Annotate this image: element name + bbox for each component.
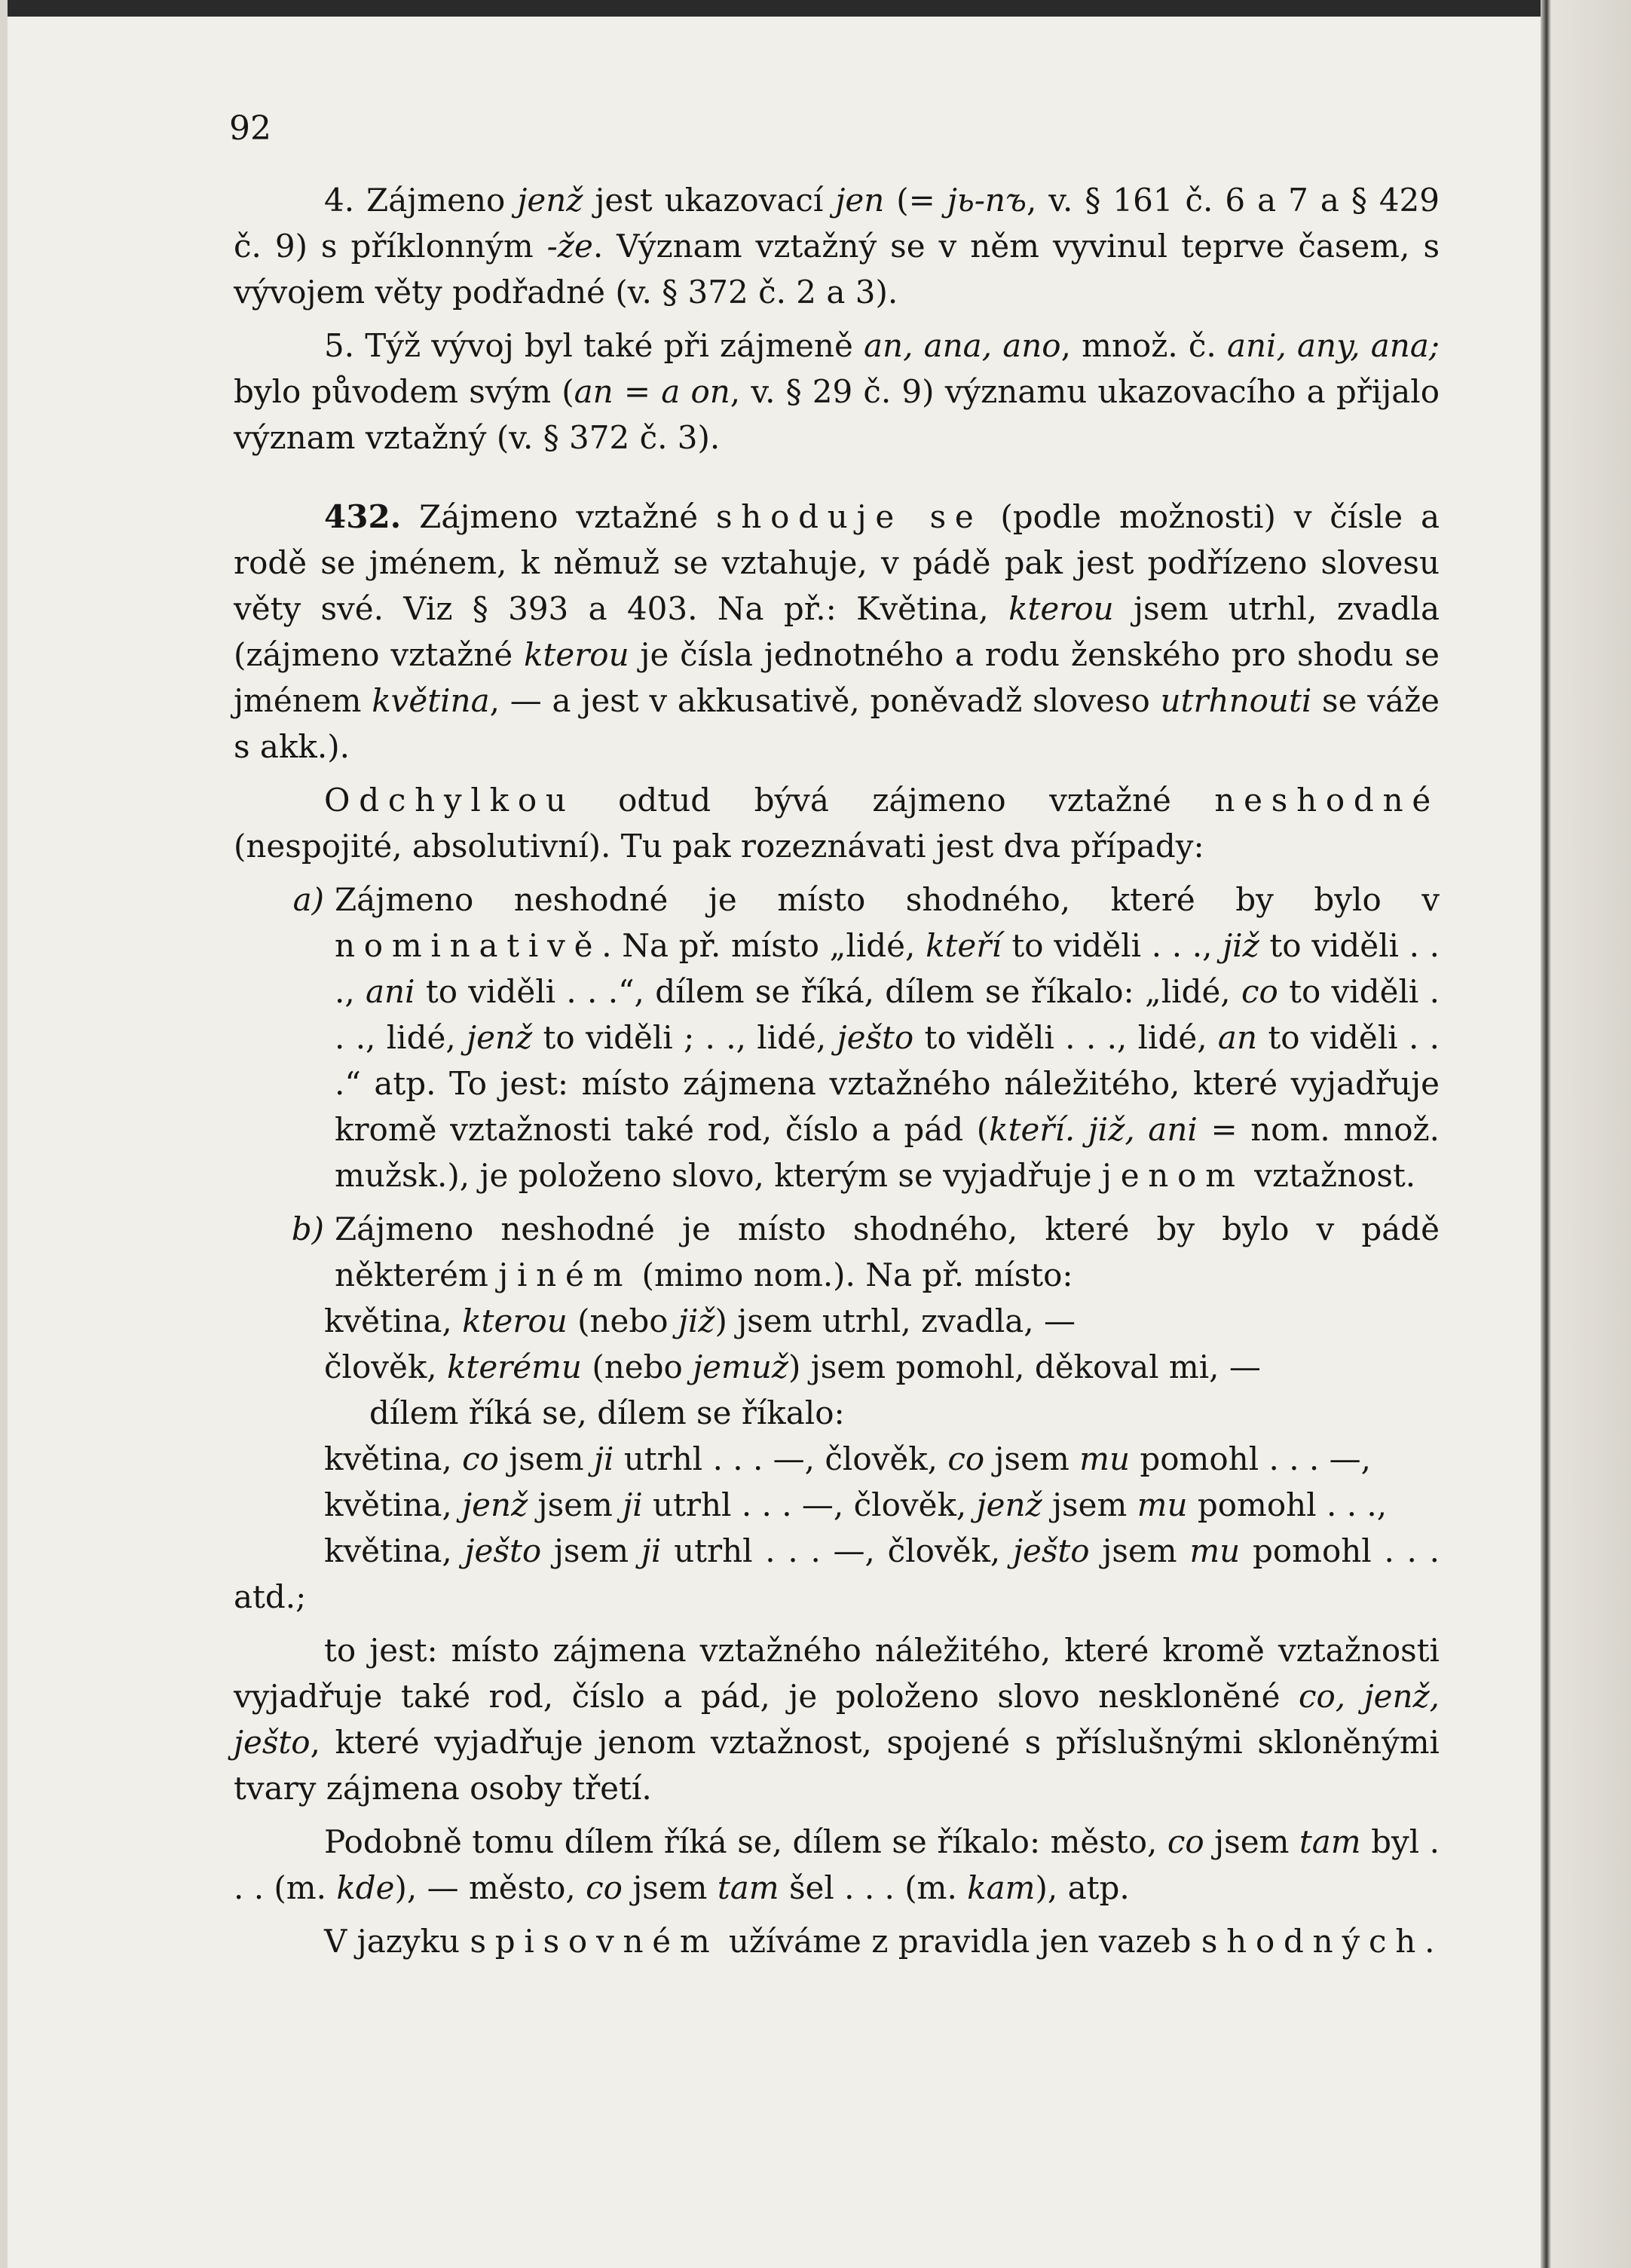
text: utrhl . . . —, člověk,: [661, 1532, 1013, 1569]
text: je čísla jednotného a rodu ženského pro shodu se jménem: [234, 636, 1440, 719]
italic-text: mu: [1137, 1486, 1188, 1523]
italic-text: kteří: [926, 927, 1002, 964]
italic-text: ani, any, ana;: [1226, 327, 1440, 364]
text: Zájmeno neshodné je místo shodného, které by bylo v pádě některém: [335, 1211, 1440, 1293]
example-line: [234, 1344, 1440, 1390]
example-line: [234, 1436, 1440, 1482]
text: jsem: [1089, 1532, 1190, 1569]
paragraph-4: [234, 177, 1440, 315]
section-432: [234, 494, 1440, 770]
italic-text: jenž: [462, 1486, 528, 1523]
text: 4. Zájmeno: [324, 182, 518, 219]
spaced-emphasis: jenom: [1101, 1157, 1244, 1194]
spaced-emphasis: Odchylkou: [324, 782, 575, 819]
text: (podle možnosti) v čísle a rodě se jménem, k němuž se vztahuje, v pádě pak jest podřízeno slovesu věty své. Viz § 393 a 403. Na př.: Květina,: [234, 498, 1440, 627]
spaced-emphasis: nominativě: [335, 927, 602, 964]
italic-text: tam: [717, 1869, 779, 1906]
italic-text: ji: [623, 1486, 643, 1523]
paragraph-5: [234, 323, 1440, 461]
text: to viděli . . .“ atp. To jest: místo zájmena vztažného náležitého, které vyjadřuje kromě vztažnosti také rod, číslo a pád (: [335, 1019, 1440, 1148]
text: jsem: [984, 1440, 1080, 1477]
case-b-body: [335, 1206, 1440, 1298]
italic-text: ani: [366, 973, 415, 1010]
italic-text: ješto: [1013, 1532, 1090, 1569]
italic-text: jenž: [467, 1019, 533, 1056]
text: jsem: [1042, 1486, 1137, 1523]
text: . Význam vztažný se v něm vyvinul teprve časem, s vývojem věty podřadné (v. § 372 č. 2 a 3).: [234, 228, 1440, 311]
italic-text: co: [586, 1869, 623, 1906]
italic-text: již: [678, 1302, 715, 1339]
text: utrhl . . . —, člověk,: [614, 1440, 948, 1477]
paragraph-to-jest: [234, 1627, 1440, 1811]
text: to jest: místo zájmena vztažného náležitého, které kromě vztažnosti vyjadřuje také rod, číslo a pád, je položeno slovo nesklonĕné: [234, 1632, 1440, 1715]
text: šel . . . (m.: [779, 1869, 968, 1906]
section-number: 432.: [324, 498, 402, 535]
text: ), — město,: [394, 1869, 586, 1906]
text: 5. Týž vývoj byl také při zájmeně: [324, 327, 864, 364]
text: to viděli . . .“, dílem se říká, dílem se říkalo: „lidé,: [415, 973, 1241, 1010]
spaced-emphasis: spisovném: [470, 1923, 719, 1960]
text: to viděli . . .,: [335, 927, 1440, 1010]
italic-text: an: [1217, 1019, 1257, 1056]
text: to viděli . . ., lidé,: [335, 973, 1440, 1056]
book-page: [229, 106, 1440, 1964]
italic-text: jenž: [976, 1486, 1042, 1523]
text: jsem: [1204, 1823, 1299, 1860]
text: . Na př. místo „lidé,: [601, 927, 926, 964]
italic-text: květina: [372, 682, 490, 719]
example-line: [234, 1298, 1440, 1344]
text: ) jsem utrhl, zvadla, —: [715, 1302, 1076, 1339]
case-label: a): [292, 881, 324, 918]
text: jest ukazovací: [583, 182, 836, 219]
italic-text: jemuž: [693, 1348, 789, 1385]
paragraph-podobne: [234, 1819, 1440, 1911]
italic-text: jenž: [517, 182, 583, 219]
italic-text: co: [462, 1440, 499, 1477]
italic-text: tam: [1299, 1823, 1361, 1860]
text: (nespojité, absolutivní). Tu pak rozeznávati jest dva případy:: [234, 828, 1204, 865]
scan-edge-right: [1541, 0, 1631, 2268]
text: = nom. množ. mužsk.), je položeno slovo, kterým se vyjadřuje: [335, 1111, 1440, 1194]
example-line: [234, 1482, 1440, 1528]
italic-text: co: [1241, 973, 1278, 1010]
text: Zájmeno vztažné: [401, 498, 716, 535]
text: (=: [884, 182, 947, 219]
text: , — a jest v akkusativě, poněvadž sloveso: [489, 682, 1161, 719]
italic-text: ješto: [837, 1019, 914, 1056]
text: Zájmeno neshodné je místo shodného, které by bylo v: [335, 881, 1440, 918]
text: jsem: [528, 1486, 623, 1523]
italic-text: jь-nъ: [947, 182, 1027, 219]
text: člověk,: [324, 1348, 447, 1385]
italic-text: an, ana, ano: [863, 327, 1061, 364]
text: (nebo: [567, 1302, 678, 1339]
example-line: dílem říká se, dílem se říkalo:: [369, 1394, 845, 1431]
italic-text: ješto: [464, 1532, 542, 1569]
italic-text: mu: [1079, 1440, 1131, 1477]
text: (nebo: [581, 1348, 693, 1385]
text: květina,: [324, 1302, 463, 1339]
text: vztažnost.: [1244, 1157, 1416, 1194]
text: ), atp.: [1035, 1869, 1130, 1906]
italic-text: co: [947, 1440, 985, 1477]
italic-text: kam: [967, 1869, 1036, 1906]
case-a: [234, 877, 1440, 1198]
paragraph-odchylkou: [234, 777, 1440, 869]
spaced-emphasis: shoduje se: [715, 498, 983, 535]
text: utrhl . . . —, člověk,: [642, 1486, 977, 1523]
text: se váže s akk.).: [234, 682, 1440, 765]
text: květina,: [324, 1532, 465, 1569]
scan-edge-top: [0, 0, 1631, 17]
paragraph-v-jazyku: [234, 1918, 1440, 1964]
text: to viděli ; . ., lidé,: [532, 1019, 837, 1056]
text: užíváme z pravidla jen vazeb: [718, 1923, 1201, 1960]
italic-text: již: [1222, 927, 1259, 964]
spaced-emphasis: neshodné: [1214, 782, 1440, 819]
text: byl . . . (m.: [234, 1823, 1440, 1906]
italic-text: -že: [546, 228, 593, 265]
italic-text: kteří. již, ani: [989, 1111, 1198, 1148]
italic-text: an: [574, 373, 614, 410]
case-label: b): [291, 1211, 324, 1247]
italic-text: jen: [835, 182, 885, 219]
scan-edge-left: [0, 0, 8, 2268]
text: jsem: [622, 1869, 718, 1906]
text: jsem: [498, 1440, 594, 1477]
italic-text: mu: [1189, 1532, 1241, 1569]
italic-text: co, jenž, ješto: [234, 1678, 1440, 1761]
italic-text: a on: [661, 373, 730, 410]
text: , které vyjadřuje jenom vztažnost, spojené s příslušnými skloněnými tvary zájmena osoby třetí.: [234, 1724, 1440, 1807]
italic-text: kterému: [446, 1348, 582, 1385]
text: květina,: [324, 1440, 463, 1477]
italic-text: kde: [336, 1869, 395, 1906]
text: V jazyku: [324, 1923, 470, 1960]
text: to viděli . . .,: [1001, 927, 1223, 964]
text: pomohl . . . —,: [1130, 1440, 1371, 1477]
text: pomohl . . .,: [1187, 1486, 1388, 1523]
text: , v. § 29 č. 9) významu ukazovacího a přijalo význam vztažný (v. § 372 č. 3).: [234, 373, 1440, 456]
page-number: 92: [229, 109, 271, 148]
text: =: [613, 373, 662, 410]
text: , v. § 161 č. 6 a 7 a § 429 č. 9) s příklonným: [234, 182, 1440, 265]
italic-text: kterou: [462, 1302, 568, 1339]
italic-text: ji: [593, 1440, 614, 1477]
text: ) jsem pomohl, děkoval mi, —: [788, 1348, 1261, 1385]
text: , množ. č.: [1060, 327, 1227, 364]
spaced-emphasis: shodných: [1201, 1923, 1425, 1960]
italic-text: ji: [641, 1532, 662, 1569]
text: .: [1424, 1923, 1435, 1960]
italic-text: co: [1167, 1823, 1204, 1860]
example-line: [234, 1528, 1440, 1620]
text: Podobně tomu dílem říká se, dílem se říkalo: město,: [324, 1823, 1167, 1860]
text: to viděli . . ., lidé,: [913, 1019, 1218, 1056]
text: jsem utrhl, zvadla (zájmeno vztažné: [234, 590, 1440, 673]
text: odtud bývá zájmeno vztažné: [574, 782, 1215, 819]
text: jsem: [541, 1532, 641, 1569]
text: bylo původem svým (: [234, 373, 574, 410]
italic-text: kterou: [1008, 590, 1114, 627]
case-b: [234, 1206, 1440, 1298]
italic-text: kterou: [524, 636, 629, 673]
italic-text: utrhnouti: [1160, 682, 1312, 719]
text: (mimo nom.). Na př. místo:: [632, 1256, 1073, 1293]
spaced-emphasis: jiném: [498, 1256, 632, 1293]
text: pomohl . . . atd.;: [234, 1532, 1440, 1615]
case-a-body: [335, 877, 1440, 1198]
text: květina,: [324, 1486, 463, 1523]
